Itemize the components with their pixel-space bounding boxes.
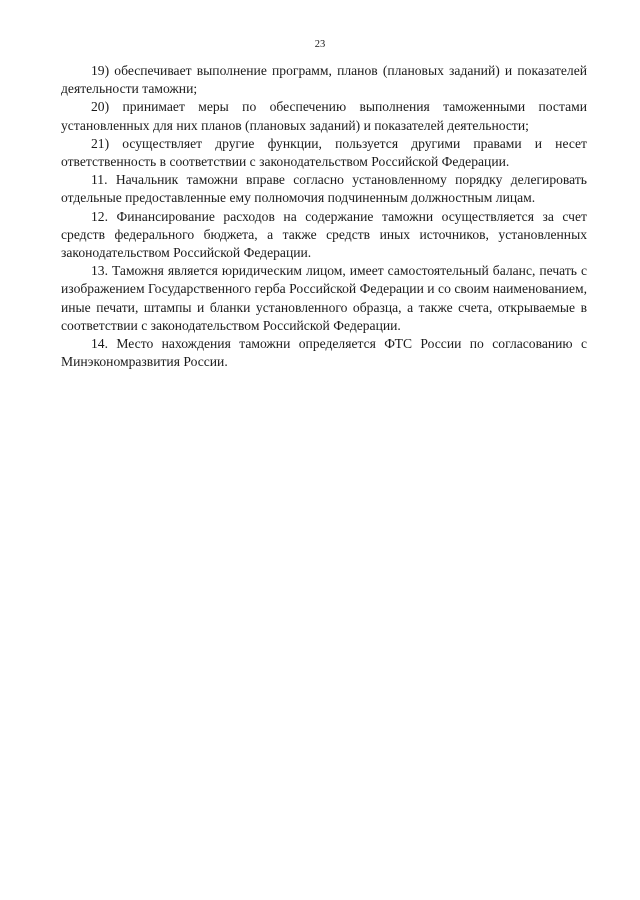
paragraph-14-location: 14. Место нахождения таможни определяется ФТС России по согласованию с Минэкономразвития России. <box>61 336 587 370</box>
document-body <box>61 62 587 371</box>
paragraph-item-21: 21) осуществляет другие функции, пользуется другими правами и несет ответственность в соответствии с законодательством Российской Федерации. <box>61 135 587 170</box>
paragraph-12-financing: 12. Финансирование расходов на содержание таможни осуществляется за счет средств федерального бюджета, а также средств иных источников, установленных законодательством Российской Федерации. <box>61 208 587 261</box>
paragraph-13-legal-entity: 13. Таможня является юридическим лицом, имеет самостоятельный баланс, печать с изображением Государственного герба Российской Федерации и со своим наименованием, иные печати, штампы и бланки установленного образца, а также счета, открываемые в соответствии с законодательством Российской Федерации. <box>61 263 587 333</box>
paragraph-item-20: 20) принимает меры по обеспечению выполнения таможенными постами установленных для них планов (плановых заданий) и показателей деятельности; <box>61 99 587 133</box>
page-number: 23 <box>314 39 326 50</box>
paragraph-11-delegation: 11. Начальник таможни вправе согласно установленному порядку делегировать отдельные предоставленные ему полномочия подчиненным должностным лицам. <box>61 172 587 206</box>
paragraph-item-19: 19) обеспечивает выполнение программ, планов (плановых заданий) и показателей деятельности таможни; <box>61 63 587 97</box>
